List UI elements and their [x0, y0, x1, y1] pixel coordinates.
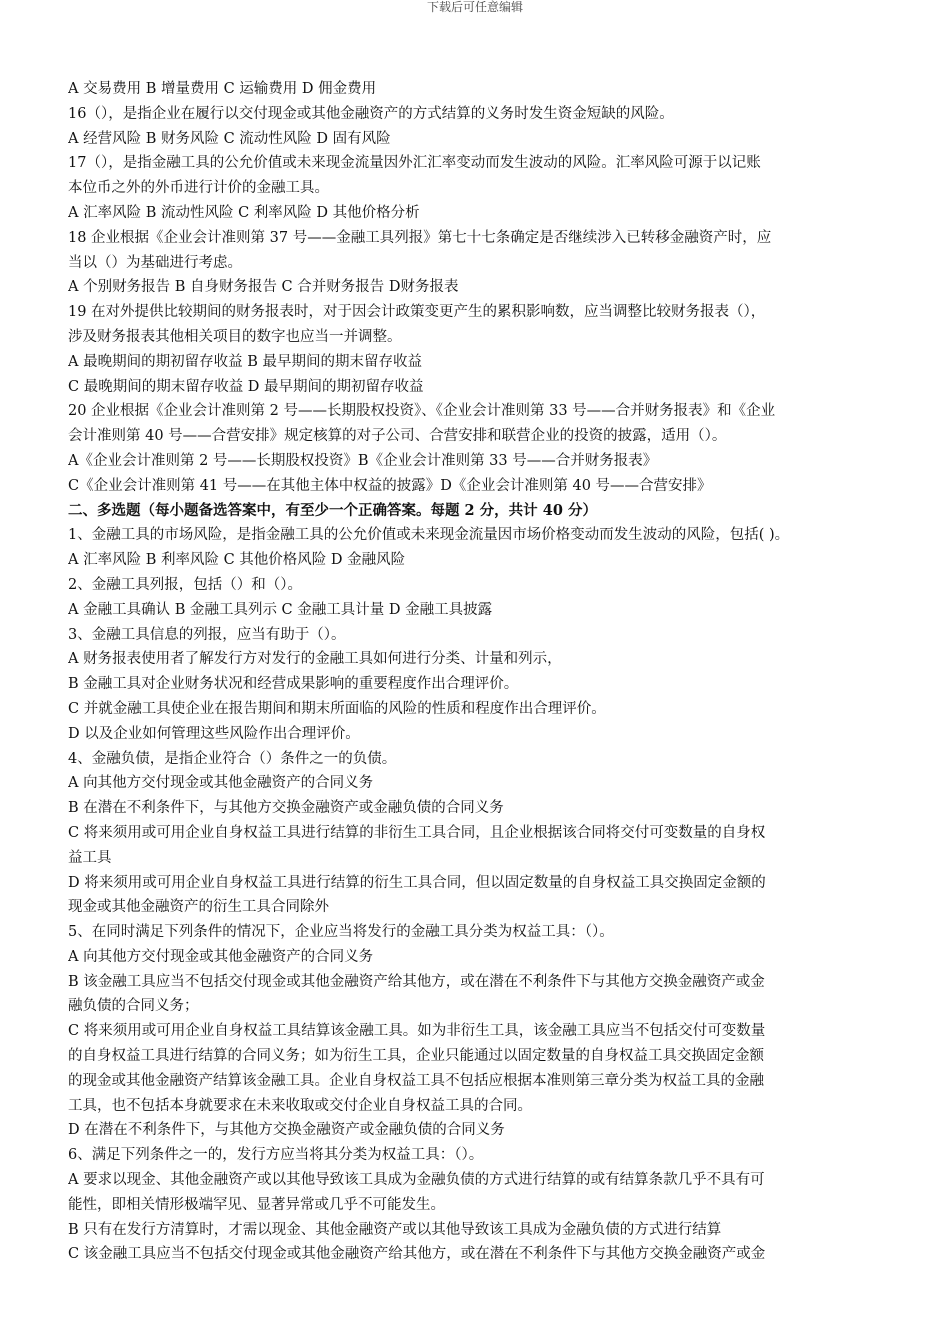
- text-line: A 个别财务报告 B 自身财务报告 C 合并财务报告 D财务报表: [68, 279, 459, 296]
- text-line: 会计准则第 40 号——合营安排》规定核算的对子公司、合营安排和联营企业的投资的披露，适用（）。: [68, 428, 727, 445]
- text-line: 的现金或其他金融资产结算该金融工具。企业自身权益工具不包括应根据本准则第三章分类为权益工具的金融: [68, 1072, 764, 1089]
- text-line: 本位币之外的外币进行计价的金融工具。: [68, 180, 329, 197]
- text-line: 能性，即相关情形极端罕见、显著异常或几乎不可能发生。: [68, 1196, 445, 1213]
- document-body: [68, 77, 888, 1267]
- text-line: C 将来须用或可用企业自身权益工具结算该金融工具。如为非衍生工具，该金融工具应当不包括交付可变数量: [68, 1023, 766, 1040]
- text-line: 3、金融工具信息的列报，应当有助于（）。: [68, 626, 346, 643]
- text-line: 融负债的合同义务；: [68, 998, 199, 1015]
- text-line: A 金融工具确认 B 金融工具列示 C 金融工具计量 D 金融工具披露: [68, 601, 493, 618]
- text-line: D 以及企业如何管理这些风险作出合理评价。: [68, 725, 360, 742]
- text-line: B 该金融工具应当不包括交付现金或其他金融资产给其他方，或在潜在不利条件下与其他方交换金融资产或金: [68, 973, 765, 990]
- text-line: 1、金融工具的市场风险，是指金融工具的公允价值或未来现金流量因市场价格变动而发生波动的风险，包括( )。: [68, 527, 790, 544]
- text-line: 16（），是指企业在履行以交付现金或其他金融资产的方式结算的义务时发生资金短缺的风险。: [68, 105, 674, 122]
- text-line: C《企业会计准则第 41 号——在其他主体中权益的披露》D《企业会计准则第 40 号——合营安排》: [68, 477, 712, 494]
- text-line: B 金融工具对企业财务状况和经营成果影响的重要程度作出合理评价。: [68, 676, 519, 693]
- text-line: A 汇率风险 B 流动性风险 C 利率风险 D 其他价格分析: [68, 204, 420, 221]
- text-line: 工具，也不包括本身就要求在未来收取或交付企业自身权益工具的合同。: [68, 1097, 532, 1114]
- text-line: D 将来须用或可用企业自身权益工具进行结算的衍生工具合同，但以固定数量的自身权益工具交换固定金额的: [68, 874, 766, 891]
- text-line: A 交易费用 B 增量费用 C 运输费用 D 佣金费用: [68, 81, 377, 97]
- text-line: B 在潜在不利条件下，与其他方交换金融资产或金融负债的合同义务: [68, 800, 504, 817]
- text-line: A 经营风险 B 财务风险 C 流动性风险 D 固有风险: [68, 130, 391, 147]
- text-line: 19 在对外提供比较期间的财务报表时，对于因会计政策变更产生的累积影响数，应当调整比较财务报表（），: [68, 304, 766, 321]
- text-line: A 向其他方交付现金或其他金融资产的合同义务: [68, 948, 374, 965]
- text-line: 当以（）为基础进行考虑。: [68, 254, 242, 271]
- text-line: A 汇率风险 B 利率风险 C 其他价格风险 D 金融风险: [68, 552, 406, 569]
- text-line: 20 企业根据《企业会计准则第 2 号——长期股权投资》、《企业会计准则第 33 号——合并财务报表》和《企业: [68, 403, 776, 420]
- text-line: 6、满足下列条件之一的，发行方应当将其分类为权益工具：（）。: [68, 1147, 484, 1164]
- text-line: 现金或其他金融资产的衍生工具合同除外: [68, 899, 329, 916]
- text-line: 的自身权益工具进行结算的合同义务；如为衍生工具，企业只能通过以固定数量的自身权益工具交换固定金额: [68, 1048, 764, 1065]
- text-line: D 在潜在不利条件下，与其他方交换金融资产或金融负债的合同义务: [68, 1122, 505, 1139]
- text-line: A 财务报表使用者了解发行方对发行的金融工具如何进行分类、计量和列示，: [68, 651, 562, 668]
- text-line: C 最晚期间的期末留存收益 D 最早期间的期初留存收益: [68, 378, 424, 395]
- text-line: A 要求以现金、其他金融资产或以其他导致该工具成为金融负债的方式进行结算的或有结算条款几乎不具有可: [68, 1172, 765, 1189]
- text-line: 18 企业根据《企业会计准则第 37 号——金融工具列报》第七十七条确定是否继续涉入已转移金融资产时，应: [68, 229, 772, 246]
- text-line: 17（），是指金融工具的公允价值或未来现金流量因外汇汇率变动而发生波动的风险。汇率风险可源于以记账: [68, 155, 761, 172]
- section-heading: 二、多选题（每小题备选答案中，有至少一个正确答案。每题 2 分，共计 40 分）: [68, 501, 597, 519]
- text-line: 涉及财务报表其他相关项目的数字也应当一并调整。: [68, 328, 402, 345]
- text-line: 5、在同时满足下列条件的情况下，企业应当将发行的金融工具分类为权益工具：（）。: [68, 924, 614, 941]
- text-line: 4、金融负债，是指企业符合（）条件之一的负债。: [68, 750, 397, 767]
- text-line: A 最晚期间的期初留存收益 B 最早期间的期末留存收益: [68, 353, 422, 370]
- text-line: 益工具: [68, 849, 112, 866]
- text-line: C 并就金融工具使企业在报告期间和期末所面临的风险的性质和程度作出合理评价。: [68, 700, 606, 717]
- text-line: C 该金融工具应当不包括交付现金或其他金融资产给其他方，或在潜在不利条件下与其他方交换金融资产或金: [68, 1246, 766, 1263]
- text-line: A 向其他方交付现金或其他金融资产的合同义务: [68, 775, 374, 792]
- text-line: B 只有在发行方清算时，才需以现金、其他金融资产或以其他导致该工具成为金融负债的方式进行结算: [68, 1221, 722, 1238]
- text-line: C 将来须用或可用企业自身权益工具进行结算的非衍生工具合同，且企业根据该合同将交付可变数量的自身权: [68, 824, 766, 841]
- text-line: 2、金融工具列报，包括（）和（）。: [68, 576, 302, 593]
- page-header: 下载后可任意编辑: [426, 0, 523, 14]
- text-line: A《企业会计准则第 2 号——长期股权投资》B《企业会计准则第 33 号——合并财务报表》: [68, 452, 658, 469]
